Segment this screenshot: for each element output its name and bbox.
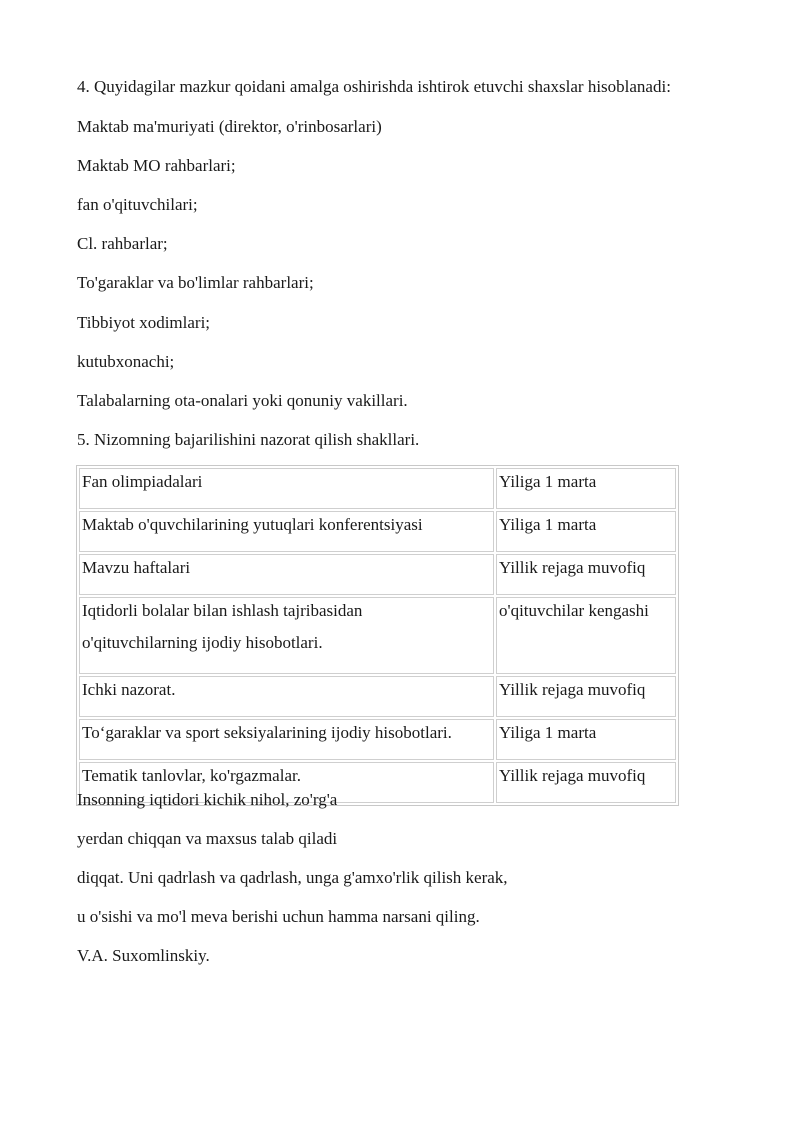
control-form-cell bbox=[79, 554, 494, 595]
table-row bbox=[79, 676, 676, 717]
table-row bbox=[79, 597, 676, 674]
section-5-heading: 5. Nizomning bajarilishini nazorat qilish shakllari. bbox=[77, 430, 420, 449]
timing-cell bbox=[496, 719, 676, 760]
control-form-text: Fan olimpiadalari bbox=[82, 472, 203, 491]
timing-cell bbox=[496, 676, 676, 717]
table-row bbox=[79, 511, 676, 552]
timing-text: Yiliga 1 marta bbox=[499, 472, 597, 491]
control-form-cell bbox=[79, 719, 494, 760]
timing-text: Yillik rejaga muvofiq bbox=[499, 766, 646, 785]
quote-line: u o'sishi va mo'l meva berishi uchun hamma narsani qiling. bbox=[77, 907, 480, 926]
control-form-text: Maktab o'quvchilarining yutuqlari konferentsiyasi bbox=[82, 515, 423, 534]
timing-text: Yiliga 1 marta bbox=[499, 515, 597, 534]
table-row bbox=[79, 554, 676, 595]
control-form-text: To‘garaklar va sport seksiyalarining ijodiy hisobotlari. bbox=[82, 723, 452, 742]
section-4-heading: 4. Quyidagilar mazkur qoidani amalga oshirishda ishtirok etuvchi shaxslar hisoblanadi: bbox=[77, 77, 671, 96]
timing-cell bbox=[496, 554, 676, 595]
timing-text: Yillik rejaga muvofiq bbox=[499, 558, 646, 577]
table-row bbox=[79, 468, 676, 509]
control-forms-table bbox=[76, 465, 679, 806]
participant-item: Cl. rahbarlar; bbox=[77, 234, 168, 253]
control-form-text-line2: o'qituvchilarning ijodiy hisobotlari. bbox=[82, 633, 323, 652]
control-form-cell bbox=[79, 511, 494, 552]
control-form-cell bbox=[79, 676, 494, 717]
participant-item: kutubxonachi; bbox=[77, 352, 175, 371]
control-form-text: Ichki nazorat. bbox=[82, 680, 176, 699]
participant-item: To'garaklar va bo'limlar rahbarlari; bbox=[77, 273, 314, 292]
participant-item: fan o'qituvchilari; bbox=[77, 195, 198, 214]
control-form-text: Mavzu haftalari bbox=[82, 558, 191, 577]
timing-cell bbox=[496, 597, 676, 674]
participant-item: Tibbiyot xodimlari; bbox=[77, 313, 211, 332]
timing-text: o'qituvchilar kengashi bbox=[499, 601, 649, 620]
timing-cell bbox=[496, 511, 676, 552]
participant-item: Maktab MO rahbarlari; bbox=[77, 156, 236, 175]
control-form-cell bbox=[79, 468, 494, 509]
control-form-text: Tematik tanlovlar, ko'rgazmalar. bbox=[82, 766, 301, 785]
quote-line: diqqat. Uni qadrlash va qadrlash, unga g'amxo'rlik qilish kerak, bbox=[77, 868, 508, 887]
control-form-cell bbox=[79, 597, 494, 674]
timing-text: Yiliga 1 marta bbox=[499, 723, 597, 742]
quote-line: yerdan chiqqan va maxsus talab qiladi bbox=[77, 829, 338, 848]
control-form-text: Iqtidorli bolalar bilan ishlash tajribasidan bbox=[82, 601, 363, 620]
timing-text: Yillik rejaga muvofiq bbox=[499, 680, 646, 699]
participant-item: Maktab ma'muriyati (direktor, o'rinbosarlari) bbox=[77, 117, 382, 136]
timing-cell bbox=[496, 762, 676, 803]
quote-line: Insonning iqtidori kichik nihol, zo'rg'a bbox=[77, 790, 338, 809]
participant-item: Talabalarning ota-onalari yoki qonuniy vakillari. bbox=[77, 391, 408, 410]
timing-cell bbox=[496, 468, 676, 509]
quote-author: V.A. Suxomlinskiy. bbox=[77, 946, 210, 965]
table-row bbox=[79, 719, 676, 760]
